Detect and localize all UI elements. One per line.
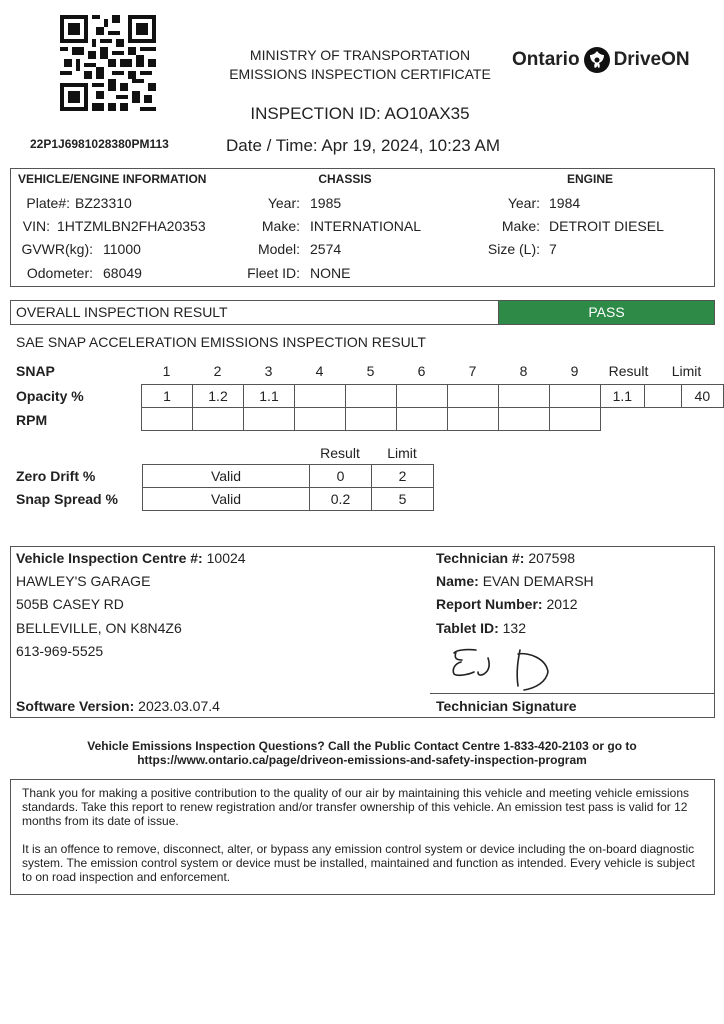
logo-ontario-text: Ontario — [512, 49, 580, 70]
snap-column-header: 4 — [315, 363, 324, 379]
ontario-logo — [512, 44, 690, 76]
tech-no-label: Technician #: — [436, 550, 525, 566]
engine-size-label: Size (L): — [487, 241, 540, 257]
opacity-cell — [499, 385, 550, 408]
signature-label: Technician Signature — [436, 698, 577, 714]
snap-column-header: 5 — [366, 363, 375, 379]
software-label: Software Version: — [16, 698, 135, 714]
logo-driveon-text: DriveON — [613, 49, 690, 70]
ministry-title: MINISTRY OF TRANSPORTATION — [249, 47, 471, 63]
opacity-limit-spacer — [644, 385, 681, 408]
opacity-cell: 1.2 — [193, 385, 244, 408]
snap-column-header: 1 — [162, 363, 171, 379]
snap-column-header: 6 — [417, 363, 426, 379]
chassis-year-label: Year: — [267, 195, 300, 211]
snap-table — [141, 384, 601, 431]
opacity-cell: 1 — [142, 385, 193, 408]
pass-text: PASS — [588, 304, 625, 320]
opacity-cell — [550, 385, 601, 408]
date-time: Date / Time: Apr 19, 2024, 10:23 AM — [226, 136, 501, 155]
technician-number — [436, 550, 575, 566]
report-number — [436, 596, 578, 612]
snap-column-header: 9 — [570, 363, 579, 379]
snap-limit-header: Limit — [671, 363, 702, 379]
odometer-value: 68049 — [103, 265, 142, 281]
gvwr-label: GVWR(kg): — [21, 241, 93, 257]
opacity-cell — [295, 385, 346, 408]
centre-label: Vehicle Inspection Centre #: — [16, 550, 203, 566]
certificate-title: EMISSIONS INSPECTION CERTIFICATE — [229, 66, 491, 82]
inspection-id: INSPECTION ID: AO10AX35 — [250, 104, 470, 123]
chassis-title: CHASSIS — [318, 172, 372, 186]
opacity-result: 1.1 — [601, 385, 645, 408]
vin-value: 1HTZMLBN2FHA20353 — [57, 218, 206, 234]
centre-address: 505B CASEY RD — [16, 596, 124, 612]
snap-row-header: SNAP — [16, 363, 55, 379]
engine-make-value: DETROIT DIESEL — [549, 218, 664, 234]
contact-line-2: https://www.ontario.ca/page/driveon-emissions-and-safety-inspection-program — [137, 753, 587, 767]
centre-number — [16, 550, 246, 566]
chassis-model-label: Model: — [257, 241, 300, 257]
fleet-label: Fleet ID: — [247, 265, 300, 281]
software-version — [16, 698, 220, 714]
odometer-label: Odometer: — [26, 265, 93, 281]
report-label: Report Number: — [436, 596, 543, 612]
plate-value: BZ23310 — [75, 195, 132, 211]
centre-phone: 613-969-5525 — [16, 643, 104, 659]
centre-no: 10024 — [206, 550, 246, 566]
qr-code — [60, 15, 156, 111]
snap-spread-result: 0.2 — [310, 488, 372, 511]
report-value: 2012 — [546, 596, 578, 612]
snap-title: SAE SNAP ACCELERATION EMISSIONS INSPECTION RESULT — [16, 334, 426, 350]
notice-paragraph-1: Thank you for making a positive contribution to the quality of our air by maintaining this vehicle and meeting vehicle emissions standards. Take this report to renew registration and/or transfer ownership of this vehicle. An emission test pass is valid for 12 months from its date of issue. — [22, 786, 690, 828]
snap-spread-label: Snap Spread % — [16, 491, 118, 507]
rpm-cell — [142, 408, 193, 431]
signature-line — [430, 693, 715, 694]
chassis-year-value: 1985 — [310, 195, 342, 211]
opacity-cell — [346, 385, 397, 408]
rpm-cell — [397, 408, 448, 431]
snap-column-header: 8 — [519, 363, 528, 379]
opacity-cell — [448, 385, 499, 408]
chassis-model-value: 2574 — [310, 241, 342, 257]
notice-paragraph-2: It is an offence to remove, disconnect, alter, or bypass any emission control system or device including the on-board diagnostic system. The emission control system or device must be installed, maintained and function as intended. Every vehicle is subject to on road inspection and enforcement. — [22, 842, 695, 884]
engine-title: ENGINE — [566, 172, 613, 186]
chassis-make-value: INTERNATIONAL — [310, 218, 421, 234]
technician-signature — [448, 644, 558, 694]
opacity-cell: 1.1 — [244, 385, 295, 408]
drift-result-header: Result — [320, 445, 360, 461]
software-value: 2023.03.07.4 — [138, 698, 220, 714]
rpm-cell — [244, 408, 295, 431]
rpm-cell — [448, 408, 499, 431]
tech-name-label: Name: — [436, 573, 479, 589]
snap-column-header: 3 — [264, 363, 273, 379]
vehicle-section-title: VEHICLE/ENGINE INFORMATION — [18, 172, 207, 186]
gvwr-value: 11000 — [103, 241, 141, 257]
chassis-make-label: Make: — [261, 218, 300, 234]
fleet-value: NONE — [310, 265, 351, 281]
snap-column-header: 7 — [468, 363, 477, 379]
opacity-summary-table — [600, 384, 724, 408]
rpm-cell — [295, 408, 346, 431]
engine-year-value: 1984 — [549, 195, 581, 211]
snap-spread-limit: 5 — [372, 488, 434, 511]
engine-make-label: Make: — [501, 218, 540, 234]
snap-result-header: Result — [608, 363, 649, 379]
tablet-value: 132 — [502, 620, 526, 636]
overall-result-label: OVERALL INSPECTION RESULT — [16, 304, 228, 320]
overall-result-status — [498, 300, 715, 325]
plate-label: Plate#: — [26, 195, 70, 211]
tablet-id — [436, 620, 526, 636]
tech-name: EVAN DEMARSH — [482, 573, 594, 589]
drift-limit-header: Limit — [387, 445, 417, 461]
snap-column-header: 2 — [213, 363, 222, 379]
centre-name: HAWLEY'S GARAGE — [16, 573, 151, 589]
opacity-limit: 40 — [681, 385, 723, 408]
barcode-text: 22P1J6981028380PM113 — [30, 137, 169, 151]
snap-spread-status: Valid — [143, 488, 310, 511]
zero-drift-result: 0 — [310, 465, 372, 488]
trillium-icon — [583, 46, 611, 74]
centre-city: BELLEVILLE, ON K8N4Z6 — [16, 620, 182, 636]
opacity-row — [142, 385, 601, 408]
engine-year-label: Year: — [507, 195, 540, 211]
opacity-cell — [397, 385, 448, 408]
notice-box — [10, 779, 715, 895]
rpm-label: RPM — [16, 412, 48, 428]
opacity-label: Opacity % — [16, 388, 84, 404]
zero-drift-status: Valid — [143, 465, 310, 488]
rpm-cell — [550, 408, 601, 431]
zero-drift-label: Zero Drift % — [16, 468, 96, 484]
rpm-cell — [499, 408, 550, 431]
tech-no: 207598 — [528, 550, 576, 566]
rpm-row — [142, 408, 601, 431]
engine-size-value: 7 — [549, 241, 557, 257]
zero-drift-limit: 2 — [372, 465, 434, 488]
drift-table — [142, 464, 434, 511]
rpm-cell — [193, 408, 244, 431]
contact-line-1: Vehicle Emissions Inspection Questions? Call the Public Contact Centre 1-833-420-2103 or go to — [87, 739, 637, 753]
rpm-cell — [346, 408, 397, 431]
vin-label: VIN: — [22, 218, 50, 234]
technician-name — [436, 573, 594, 589]
tablet-label: Tablet ID: — [436, 620, 499, 636]
